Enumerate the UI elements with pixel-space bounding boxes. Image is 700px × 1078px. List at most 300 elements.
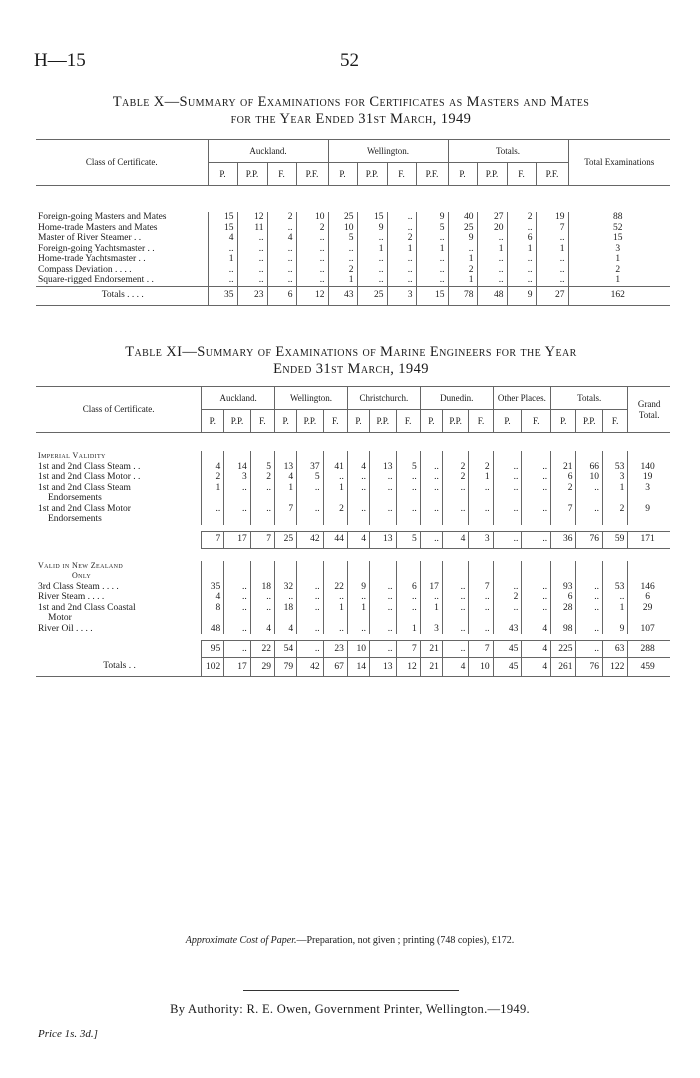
empty-cell — [347, 451, 369, 462]
cell: 8 — [202, 603, 224, 624]
sub-header: F. — [387, 163, 416, 186]
subtotal-cell: 7 — [250, 531, 274, 548]
cell: 3 — [568, 244, 670, 255]
cost-note-text: —Preparation, not given ; printing (748 copies), £172. — [296, 935, 515, 946]
cell: .. — [522, 462, 551, 473]
subtotal-cell: 36 — [551, 531, 576, 548]
cell: 1 — [602, 483, 627, 504]
cell: .. — [370, 603, 397, 624]
table-row — [36, 472, 670, 483]
cell: 18 — [250, 582, 274, 593]
totals-cell: 79 — [275, 658, 297, 677]
totals-cell: 17 — [224, 658, 251, 677]
cell: 21 — [551, 462, 576, 473]
totals-cell: 25 — [357, 286, 387, 305]
cell: 5 — [250, 462, 274, 473]
cell: .. — [396, 592, 420, 603]
empty-cell — [396, 561, 420, 582]
cell: 1 — [568, 275, 670, 286]
subtotal-cell: .. — [297, 641, 324, 658]
cell: 41 — [323, 462, 347, 473]
cell: .. — [347, 483, 369, 504]
cell: .. — [224, 624, 251, 635]
cell: 2 — [250, 472, 274, 483]
sub-header: P. — [448, 163, 477, 186]
cell: .. — [323, 472, 347, 483]
cell: 1 — [323, 603, 347, 624]
sub-header: P. — [208, 163, 237, 186]
cell: 9 — [602, 624, 627, 635]
cell: 13 — [275, 462, 297, 473]
section-title-line2: Only — [72, 571, 92, 580]
row-label: Compass Deviation . . . . — [38, 264, 132, 275]
sub-header: F. — [469, 410, 493, 433]
cell: .. — [442, 483, 469, 504]
cell: .. — [387, 275, 416, 286]
cell: .. — [224, 582, 251, 593]
cell: 53 — [602, 462, 627, 473]
cell: .. — [602, 592, 627, 603]
cell: 5 — [297, 472, 324, 483]
empty-cell — [576, 561, 603, 582]
cell: .. — [370, 582, 397, 593]
cell: 2 — [442, 462, 469, 473]
cell: 6 — [396, 582, 420, 593]
table10-title-line1: Table X—Summary of Examinations for Certificates as Masters and Mates — [112, 94, 590, 110]
totals-row — [36, 658, 670, 677]
class-header: Class of Certificate. — [36, 387, 202, 433]
sub-header: P. — [202, 410, 224, 433]
cell: 25 — [448, 223, 477, 234]
subtotal-cell: 42 — [297, 531, 324, 548]
table-row — [36, 624, 670, 635]
subtotal-cell: 171 — [628, 531, 670, 548]
sub-header: P. — [328, 163, 357, 186]
table-row — [36, 504, 670, 525]
totals-cell: 10 — [469, 658, 493, 677]
cell: 2 — [296, 223, 328, 234]
sub-header: F. — [396, 410, 420, 433]
cell: .. — [396, 472, 420, 483]
row-label — [36, 603, 202, 624]
totals-cell: 21 — [420, 658, 442, 677]
cell: 28 — [551, 603, 576, 624]
cell: .. — [493, 462, 522, 473]
cell: .. — [469, 504, 493, 525]
authority-line: By Authority: R. E. Owen, Government Printer, Wellington.—1949. — [170, 1002, 530, 1016]
table-row — [36, 223, 670, 234]
cell: 7 — [551, 504, 576, 525]
empty-cell — [323, 561, 347, 582]
table10 — [36, 139, 670, 306]
section-title-line: Imperial Validity — [38, 451, 106, 460]
sub-header: P.P. — [442, 410, 469, 433]
sub-header: F. — [602, 410, 627, 433]
subtotal-cell: 63 — [602, 641, 627, 658]
totals-cell: 23 — [237, 286, 267, 305]
table-row — [36, 603, 670, 624]
cell: 53 — [602, 582, 627, 593]
cell: 40 — [448, 212, 477, 223]
cell: 2 — [507, 212, 536, 223]
cell: 6 — [551, 592, 576, 603]
cell: .. — [297, 592, 324, 603]
cell: 9 — [416, 212, 448, 223]
cell: .. — [237, 233, 267, 244]
cell: .. — [477, 233, 507, 244]
cell: .. — [237, 254, 267, 265]
empty-cell — [370, 561, 397, 582]
cell: 27 — [477, 212, 507, 223]
subtotal-cell: 17 — [224, 531, 251, 548]
class-header: Class of Certificate. — [36, 140, 208, 186]
subtotal-cell: 21 — [420, 641, 442, 658]
cell: .. — [387, 254, 416, 265]
cell: .. — [420, 483, 442, 504]
row-label-line2: Endorsements — [48, 514, 102, 524]
empty-cell — [370, 451, 397, 462]
sub-header: P. — [347, 410, 369, 433]
cell: 22 — [323, 582, 347, 593]
section-title-line: Valid in New Zealand — [38, 560, 124, 570]
page-number: 52 — [340, 50, 359, 71]
cell: 1 — [202, 483, 224, 504]
cell: 15 — [208, 212, 237, 223]
row-label-line: 1st and 2nd Class Steam — [38, 482, 131, 493]
cell: 10 — [296, 212, 328, 223]
subtotal-cell: 13 — [370, 531, 397, 548]
empty-cell — [551, 561, 576, 582]
cell: 2 — [568, 265, 670, 276]
empty-cell — [602, 561, 627, 582]
group-header: Wellington. — [275, 387, 348, 410]
cell: .. — [416, 275, 448, 286]
cell: 140 — [628, 462, 670, 473]
cell: 2 — [267, 212, 296, 223]
cell: 93 — [551, 582, 576, 593]
cell: 6 — [507, 233, 536, 244]
cell: 52 — [568, 223, 670, 234]
cell: .. — [296, 233, 328, 244]
row-label — [36, 462, 202, 473]
cell: 1 — [323, 483, 347, 504]
totals-cell: 78 — [448, 286, 477, 305]
totals-cell: 42 — [297, 658, 324, 677]
cell: 17 — [420, 582, 442, 593]
row-label: Master of River Steamer . . — [38, 233, 142, 243]
empty-cell — [323, 451, 347, 462]
cell: 4 — [275, 472, 297, 483]
cell: 5 — [416, 223, 448, 234]
cell: 9 — [628, 504, 670, 525]
empty-cell — [442, 561, 469, 582]
price: Price 1s. 3d.] — [38, 1028, 98, 1040]
cell: 4 — [250, 624, 274, 635]
empty-cell — [420, 451, 442, 462]
cell: .. — [297, 624, 324, 635]
cell: .. — [202, 504, 224, 525]
sub-header: P. — [420, 410, 442, 433]
cell: .. — [237, 275, 267, 286]
subtotal-cell: 7 — [396, 641, 420, 658]
cell: .. — [357, 233, 387, 244]
section-title-row — [36, 561, 670, 582]
sub-header: P.P. — [370, 410, 397, 433]
empty-cell — [628, 451, 670, 462]
cell: 1 — [469, 472, 493, 483]
group-header: Auckland. — [202, 387, 275, 410]
cell: .. — [522, 582, 551, 593]
cell: .. — [536, 254, 568, 265]
cell: 4 — [347, 462, 369, 473]
cell: .. — [448, 244, 477, 255]
cell: 11 — [237, 223, 267, 234]
cell: 10 — [328, 223, 357, 234]
table-row — [36, 483, 670, 504]
cell: .. — [296, 254, 328, 265]
cell: .. — [522, 483, 551, 504]
cell: 98 — [551, 624, 576, 635]
cell: .. — [275, 592, 297, 603]
subtotal-cell: 25 — [275, 531, 297, 548]
table-row — [36, 582, 670, 593]
cell: 25 — [328, 212, 357, 223]
cell: .. — [267, 244, 296, 255]
totals-cell: 67 — [323, 658, 347, 677]
cell: .. — [370, 472, 397, 483]
row-label: Foreign-going Yachtsmaster . . — [38, 243, 155, 254]
empty-cell — [202, 561, 224, 582]
cell: 37 — [297, 462, 324, 473]
totals-cell: 43 — [328, 286, 357, 305]
empty-cell — [297, 561, 324, 582]
totals-label: Totals . . — [36, 658, 202, 677]
cell: 12 — [237, 212, 267, 223]
empty-cell — [493, 561, 522, 582]
totals-cell: 27 — [536, 286, 568, 305]
subtotal-cell: 3 — [469, 531, 493, 548]
group-header: Christchurch. — [347, 387, 420, 410]
cell: 4 — [522, 624, 551, 635]
cell: .. — [250, 592, 274, 603]
row-label-line: River Steam . . . . — [38, 592, 105, 602]
cell: .. — [507, 254, 536, 265]
cell: 14 — [224, 462, 251, 473]
totals-cell: 45 — [493, 658, 522, 677]
cell: 35 — [202, 582, 224, 593]
cell: .. — [328, 244, 357, 255]
cell: 1 — [357, 244, 387, 255]
sub-header: P. — [551, 410, 576, 433]
sub-header: F. — [522, 410, 551, 433]
group-header: Totals. — [551, 387, 628, 410]
cell: .. — [237, 244, 267, 255]
section-title-row — [36, 451, 670, 462]
cell: 3 — [224, 472, 251, 483]
row-label: Foreign-going Masters and Mates — [38, 212, 167, 222]
cell: 1 — [396, 624, 420, 635]
sub-header: P.F. — [416, 163, 448, 186]
cell: .. — [442, 582, 469, 593]
cell: .. — [442, 603, 469, 624]
totals-cell: 76 — [576, 658, 603, 677]
cell: .. — [250, 504, 274, 525]
cell: 1 — [536, 244, 568, 255]
cell: 32 — [275, 582, 297, 593]
subtotal-cell: 59 — [602, 531, 627, 548]
totals-cell: 3 — [387, 286, 416, 305]
cell: 2 — [387, 233, 416, 244]
cell: .. — [576, 582, 603, 593]
totals-cell: 15 — [416, 286, 448, 305]
empty-cell — [275, 561, 297, 582]
subtotal-label — [36, 531, 202, 548]
cell: 19 — [628, 472, 670, 483]
cell: .. — [323, 592, 347, 603]
cell: 6 — [628, 592, 670, 603]
totals-label: Totals . . . . — [36, 286, 208, 305]
totals-row — [36, 286, 670, 305]
table-row — [36, 244, 670, 255]
cell: .. — [347, 592, 369, 603]
cell: 2 — [202, 472, 224, 483]
empty-cell — [224, 451, 251, 462]
grand-total-header: Grand Total. — [628, 387, 670, 433]
empty-cell — [224, 561, 251, 582]
cell: .. — [387, 223, 416, 234]
cell: .. — [522, 592, 551, 603]
totals-cell: 29 — [250, 658, 274, 677]
cell: .. — [493, 582, 522, 593]
cell: .. — [370, 483, 397, 504]
row-label-line2: Motor — [48, 613, 72, 623]
cell: .. — [416, 254, 448, 265]
empty-cell — [442, 451, 469, 462]
cell: .. — [576, 504, 603, 525]
cell: .. — [507, 223, 536, 234]
totals-cell: 12 — [396, 658, 420, 677]
subtotal-cell: 76 — [576, 531, 603, 548]
cell: 7 — [536, 223, 568, 234]
cell: 2 — [602, 504, 627, 525]
cell: .. — [493, 472, 522, 483]
sub-header: P.P. — [357, 163, 387, 186]
cell: 4 — [275, 624, 297, 635]
row-label-line: 3rd Class Steam . . . . — [38, 581, 119, 592]
totals-cell: 12 — [296, 286, 328, 305]
table10-title-line2: for the Year Ended 31st March, 1949 — [230, 111, 472, 127]
cell: .. — [224, 483, 251, 504]
cell: 1 — [328, 275, 357, 286]
subtotal-row — [36, 641, 670, 658]
subtotal-cell: 54 — [275, 641, 297, 658]
group-header: Totals. — [448, 140, 568, 163]
subtotal-cell: 288 — [628, 641, 670, 658]
sub-header: P.F. — [296, 163, 328, 186]
cell: 4 — [202, 592, 224, 603]
cell: .. — [224, 504, 251, 525]
cell: .. — [387, 212, 416, 223]
totals-cell: 35 — [208, 286, 237, 305]
cell: 18 — [275, 603, 297, 624]
cell: 7 — [469, 582, 493, 593]
sub-header: P.P. — [237, 163, 267, 186]
totals-cell: 122 — [602, 658, 627, 677]
cell: .. — [536, 275, 568, 286]
cell: 9 — [347, 582, 369, 593]
row-label: Home-trade Masters and Mates — [38, 222, 158, 233]
cell: 107 — [628, 624, 670, 635]
subtotal-cell: 7 — [469, 641, 493, 658]
subtotal-cell: .. — [442, 641, 469, 658]
cell: .. — [477, 275, 507, 286]
spacer-row — [36, 186, 670, 213]
cell: .. — [396, 603, 420, 624]
table-row — [36, 265, 670, 276]
cell: .. — [328, 254, 357, 265]
cell: .. — [522, 603, 551, 624]
subtotal-cell: 4 — [522, 641, 551, 658]
cell: 1 — [448, 254, 477, 265]
row-label — [36, 504, 202, 525]
cell: .. — [493, 603, 522, 624]
cell: .. — [420, 462, 442, 473]
cell: .. — [493, 504, 522, 525]
totals-cell: 162 — [568, 286, 670, 305]
subtotal-cell: 4 — [442, 531, 469, 548]
cell: .. — [296, 244, 328, 255]
cell: .. — [576, 592, 603, 603]
subtotal-cell: 45 — [493, 641, 522, 658]
cell: 19 — [536, 212, 568, 223]
sub-header: P.F. — [536, 163, 568, 186]
table11 — [36, 386, 670, 677]
subtotal-cell: 23 — [323, 641, 347, 658]
cell: 3 — [420, 624, 442, 635]
empty-cell — [602, 451, 627, 462]
cell: .. — [576, 624, 603, 635]
cell: 9 — [357, 223, 387, 234]
cell: 1 — [275, 483, 297, 504]
cell: 1 — [477, 244, 507, 255]
subtotal-cell: 22 — [250, 641, 274, 658]
table-row — [36, 592, 670, 603]
cell: 4 — [202, 462, 224, 473]
cell: .. — [576, 483, 603, 504]
cell: 1 — [602, 603, 627, 624]
cell: .. — [442, 624, 469, 635]
totals-cell: 102 — [202, 658, 224, 677]
cell: 7 — [275, 504, 297, 525]
sub-header: P.P. — [224, 410, 251, 433]
row-label-line2: Endorsements — [48, 493, 102, 503]
cell: .. — [576, 603, 603, 624]
sub-header: P.P. — [477, 163, 507, 186]
subtotal-cell: 7 — [202, 531, 224, 548]
cell: 4 — [208, 233, 237, 244]
cell: 2 — [551, 483, 576, 504]
cell: 1 — [208, 254, 237, 265]
subtotal-cell: .. — [522, 531, 551, 548]
cell: .. — [208, 275, 237, 286]
cell: .. — [347, 472, 369, 483]
cell: .. — [297, 483, 324, 504]
cell: .. — [297, 582, 324, 593]
cell: 1 — [347, 603, 369, 624]
cell: 2 — [323, 504, 347, 525]
subtotal-cell: 5 — [396, 531, 420, 548]
cell: .. — [469, 592, 493, 603]
